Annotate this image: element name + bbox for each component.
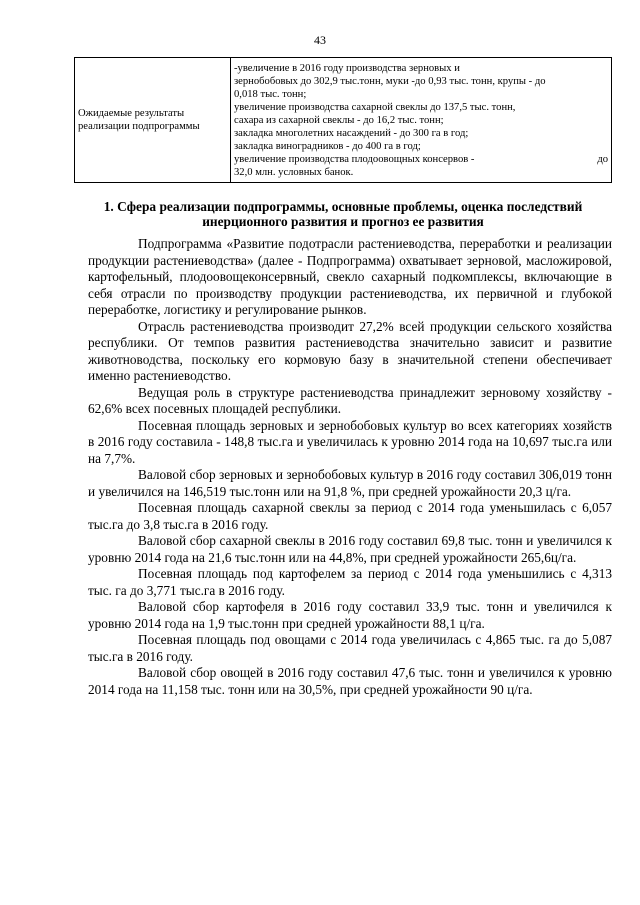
result-line: 0,018 тыс. тонн; xyxy=(234,88,307,100)
result-line: закладка виноградников - до 400 га в год; xyxy=(234,140,421,152)
result-line: сахара из сахарной свеклы - до 16,2 тыс. тонн; xyxy=(234,114,444,126)
paragraph: Валовой сбор картофеля в 2016 году составил 33,9 тыс. тонн и увеличился к уровню 2014 года на 1,9 тыс.тонн при средней урожайности 88,1 ц/га. xyxy=(88,599,612,631)
section-heading: 1. Сфера реализации подпрограммы, основные проблемы, оценка последствий инерционного развития и прогноз ее развития xyxy=(103,199,583,229)
paragraph: Посевная площадь сахарной свеклы за период с 2014 года уменьшилась с 6,057 тыс.га до 3,8 тыс.га в 2016 году. xyxy=(88,500,612,532)
result-line: 32,0 млн. условных банок. xyxy=(234,166,354,178)
results-value-cell xyxy=(231,58,612,183)
result-line: закладка многолетних насаждений - до 300 га в год; xyxy=(234,127,469,139)
paragraph: Валовой сбор сахарной свеклы в 2016 году составил 69,8 тыс. тонн и увеличился к уровню 2014 года на 21,6 тыс.тонн или на 44,8%, при средней урожайности 265,6ц/га. xyxy=(88,533,612,565)
table-row xyxy=(75,58,612,183)
result-line: увеличение производства сахарной свеклы до 137,5 тыс. тонн, xyxy=(234,101,516,113)
paragraph: Валовой сбор овощей в 2016 году составил 47,6 тыс. тонн и увеличился к уровню 2014 года на 11,158 тыс. тонн или на 30,5%, при средней урожайности 90 ц/га. xyxy=(88,665,612,697)
page-number: 43 xyxy=(314,33,326,47)
paragraph: Подпрограмма «Развитие подотрасли растениеводства, переработки и реализации продукции растениеводства» (далее - Подпрограмма) охватывает зерновой, масложировой, картофельный, плодоовощеконсервный, свекло сахарный подкомплексы, включающие в себя отрасли по производству продукции растениеводства, их первичной и глубокой переработке, логистику и регулирование рынков. xyxy=(88,236,612,317)
results-label-cell: Ожидаемые результаты реализации подпрограммы xyxy=(75,58,231,183)
paragraph: Ведущая роль в структуре растениеводства принадлежит зерновому хозяйству - 62,6% всех посевных площадей республики. xyxy=(88,384,612,416)
paragraph: Посевная площадь под овощами с 2014 года увеличилась с 4,865 тыс. га до 5,087 тыс.га в 2016 году. xyxy=(88,632,612,664)
paragraph: Посевная площадь зерновых и зернобобовых культур во всех категориях хозяйств в 2016 году составила - 148,8 тыс.га и увеличилась к уровню 2014 года на 10,697 тыс.га или на 7,7%. xyxy=(88,417,612,466)
paragraph: Посевная площадь под картофелем за период с 2014 года уменьшились с 4,313 тыс. га до 3,771 тыс.га в 2016 году. xyxy=(88,566,612,598)
result-line xyxy=(234,153,608,166)
body-text xyxy=(88,236,612,698)
result-line-text: до xyxy=(597,153,608,165)
paragraph: Валовой сбор зерновых и зернобобовых культур в 2016 году составил 306,019 тонн и увеличился на 146,519 тыс.тонн или на 91,8 %, при средней урожайности 20,3 ц/га. xyxy=(88,467,612,499)
results-table xyxy=(74,57,612,183)
result-line-text: увеличение производства плодоовощных консервов - xyxy=(234,153,475,165)
paragraph: Отрасль растениеводства производит 27,2% всей продукции сельского хозяйства республики. От темпов развития растениеводства значительно зависит и развитие животноводства, поскольку его кормовую базу в значительной степени обеспечивает именно растениеводство. xyxy=(88,318,612,383)
result-line: -увеличение в 2016 году производства зерновых и xyxy=(234,62,460,74)
result-line: зернобобовых до 302,9 тыс.тонн, муки -до 0,93 тыс. тонн, крупы - до xyxy=(234,75,546,87)
